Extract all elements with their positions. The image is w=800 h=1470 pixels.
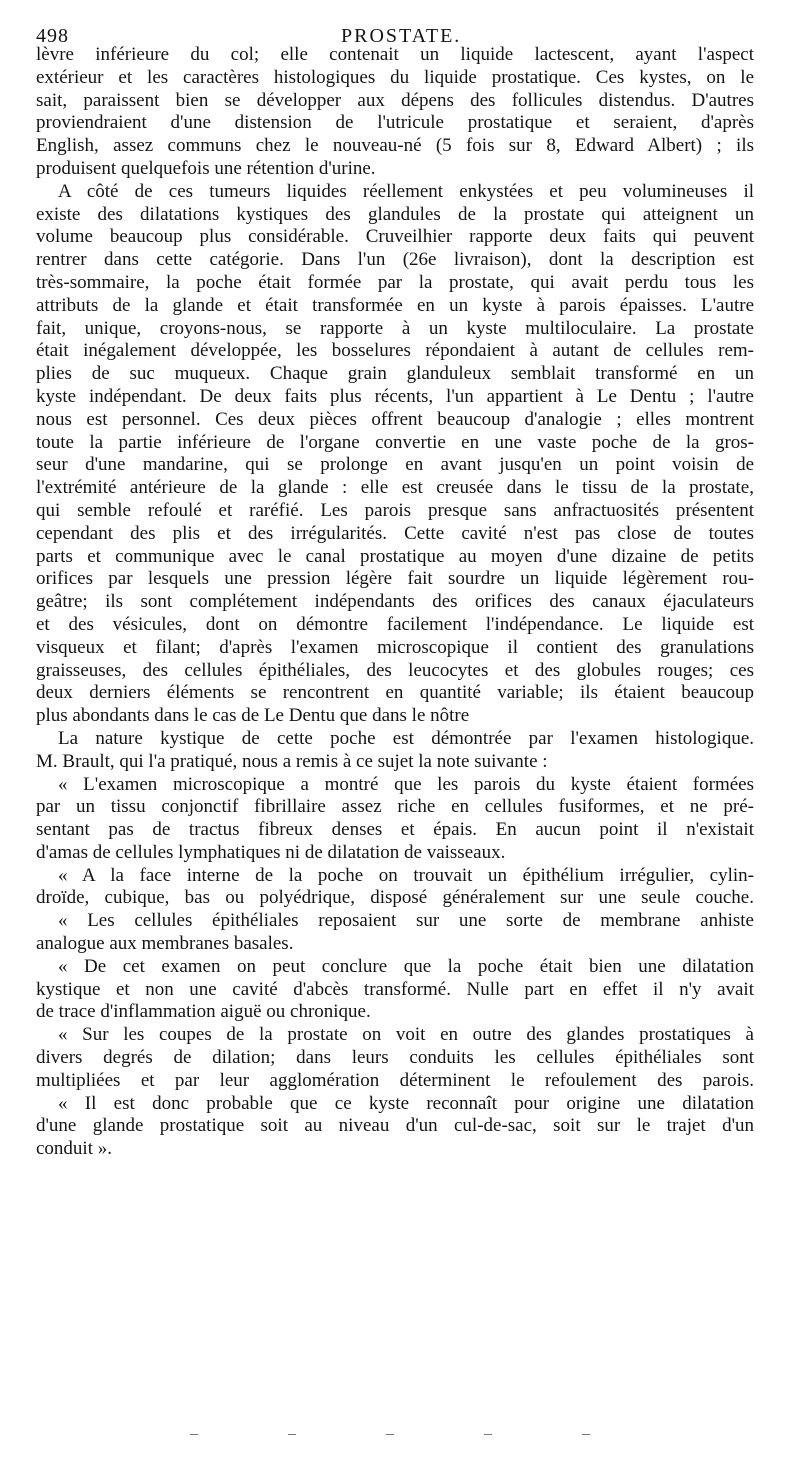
text-line: qui semble refoulé et raréfié. Les parois presque sans anfractuosités présentent [36,499,754,521]
quote-line: « Les cellules épithéliales reposaient sur une sorte de membrane anhiste [58,910,754,932]
text-line: était inégalement développée, les bosselures répondaient à autant de cellules rem- [36,340,754,362]
text-line: lèvre inférieure du col; elle contenait un liquide lactescent, ayant l'aspect [36,44,754,65]
text-line: plies de suc muqueux. Chaque grain glanduleux semblait transformé en un [36,363,754,385]
quote-line: « De cet examen on peut conclure que la poche était bien une dilatation [58,955,754,977]
print-mark [386,1434,394,1435]
quote-line: d'une glande prostatique soit au niveau d'un cul-de-sac, soit sur le trajet d'un [36,1115,754,1137]
quote-line: sentant pas de tractus fibreux denses et épais. En aucun point il n'existait [36,819,754,841]
text-line: graisseuses, des cellules épithéliales, des leucocytes et des globules rouges; ces [36,659,754,681]
text-line: l'extrémité antérieure de la glande : elle est creusée dans le tissu de la prostate, [36,477,754,499]
text-line: kyste indépendant. De deux faits plus récents, l'un appartient à Le Dentu ; l'autre [36,385,754,407]
print-mark [190,1434,198,1435]
quote-line: kystique et non une cavité d'abcès transformé. Nulle part en effet il n'y avait [36,978,754,1000]
quote-line: « L'examen microscopique a montré que les parois du kyste étaient formées [58,773,754,795]
text-line: proviendraient d'une distension de l'utricule prostatique et seraient, d'après [36,112,754,134]
quote-line: de trace d'inflammation aiguë ou chronique. [36,1001,371,1023]
text-line: volume beaucoup plus considérable. Cruveilhier rapporte deux faits qui peuvent [36,226,754,248]
text-line: visqueux et filant; d'après l'examen microscopique il contient des granulations [36,636,754,658]
text-line: seur d'une mandarine, qui se prolonge en avant jusqu'en un point voisin de [36,454,754,476]
text-line: nous est personnel. Ces deux pièces offrent beaucoup d'analogie ; elles montrent [36,408,754,430]
page-number: 498 [36,25,69,47]
print-mark [288,1434,296,1435]
quote-line: droïde, cubique, bas ou polyédrique, disposé généralement sur une seule couche. [36,887,754,909]
text-line: et des vésicules, dont on démontre facilement l'indépendance. Le liquide est [36,613,754,635]
quote-line: « Sur les coupes de la prostate on voit en outre des glandes prostatiques à [58,1024,754,1046]
quote-line: « Il est donc probable que ce kyste reconnaît pour origine une dilatation [58,1092,754,1114]
text-line: existe des dilatations kystiques des glandules de la prostate qui atteignent un [36,203,754,225]
text-line: produisent quelquefois une rétention d'urine. [36,157,376,179]
text-line: M. Brault, qui l'a pratiqué, nous a remis à ce sujet la note suivante : [36,750,548,772]
quote-line: divers degrés de dilation; dans leurs conduits les cellules épithéliales sont [36,1047,754,1069]
quote-line: par un tissu conjonctif fibrillaire assez riche en cellules fusiformes, et ne pré- [36,796,754,818]
text-line: fait, unique, croyons-nous, se rapporte à un kyste multiloculaire. La prostate [36,317,754,339]
print-mark [484,1434,492,1435]
print-mark [582,1434,590,1435]
text-line: attributs de la glande et était transformée en un kyste à parois épaisses. L'autre [36,294,754,316]
book-page [36,0,754,1161]
text-line: cependant des plis et des irrégularités. Cette cavité n'est pas close de toutes [36,522,754,544]
text-line: parts et communique avec le canal prostatique au moyen d'une dizaine de petits [36,545,754,567]
text-line: orifices par lesquels une pression légère fait sourdre un liquide légèrement rou- [36,568,754,590]
quote-line: conduit ». [36,1138,112,1160]
quote-line: analogue aux membranes basales. [36,933,294,955]
running-title: PROSTATE. [341,25,462,47]
quote-line: multipliées et par leur agglomération déterminent le refoulement des parois. [36,1069,754,1091]
text-line: English, assez communs chez le nouveau-né (5 fois sur 8, Edward Albert) ; ils [36,135,754,157]
text-line: très-sommaire, la poche était formée par la prostate, qui avait perdu tous les [36,271,754,293]
quote-line: d'amas de cellules lymphatiques ni de dilatation de vaisseaux. [36,841,506,863]
text-line: sait, paraissent bien se développer aux dépens des follicules distendus. D'autres [36,89,754,111]
text-line: extérieur et les caractères histologiques du liquide prostatique. Ces kystes, on le [36,66,754,88]
text-line: rentrer dans cette catégorie. Dans l'un (26e livraison), dont la description est [36,249,754,271]
text-line: plus abondants dans le cas de Le Dentu que dans le nôtre [36,705,470,727]
quote-line: « A la face interne de la poche on trouvait un épithélium irrégulier, cylin- [58,864,754,886]
text-line: geâtre; ils sont complétement indépendants des orifices des canaux éjaculateurs [36,591,754,613]
text-line: La nature kystique de cette poche est démontrée par l'examen histologique. [58,727,754,749]
text-line: A côté de ces tumeurs liquides réellement enkystées et peu volumineuses il [58,180,754,202]
text-line: toute la partie inférieure de l'organe convertie en une vaste poche de la gros- [36,431,754,453]
text-line: deux derniers éléments se rencontrent en quantité variable; ils étaient beaucoup [36,682,754,704]
running-head [36,0,754,47]
bottom-print-marks [190,1434,590,1435]
body-text [36,44,754,1161]
